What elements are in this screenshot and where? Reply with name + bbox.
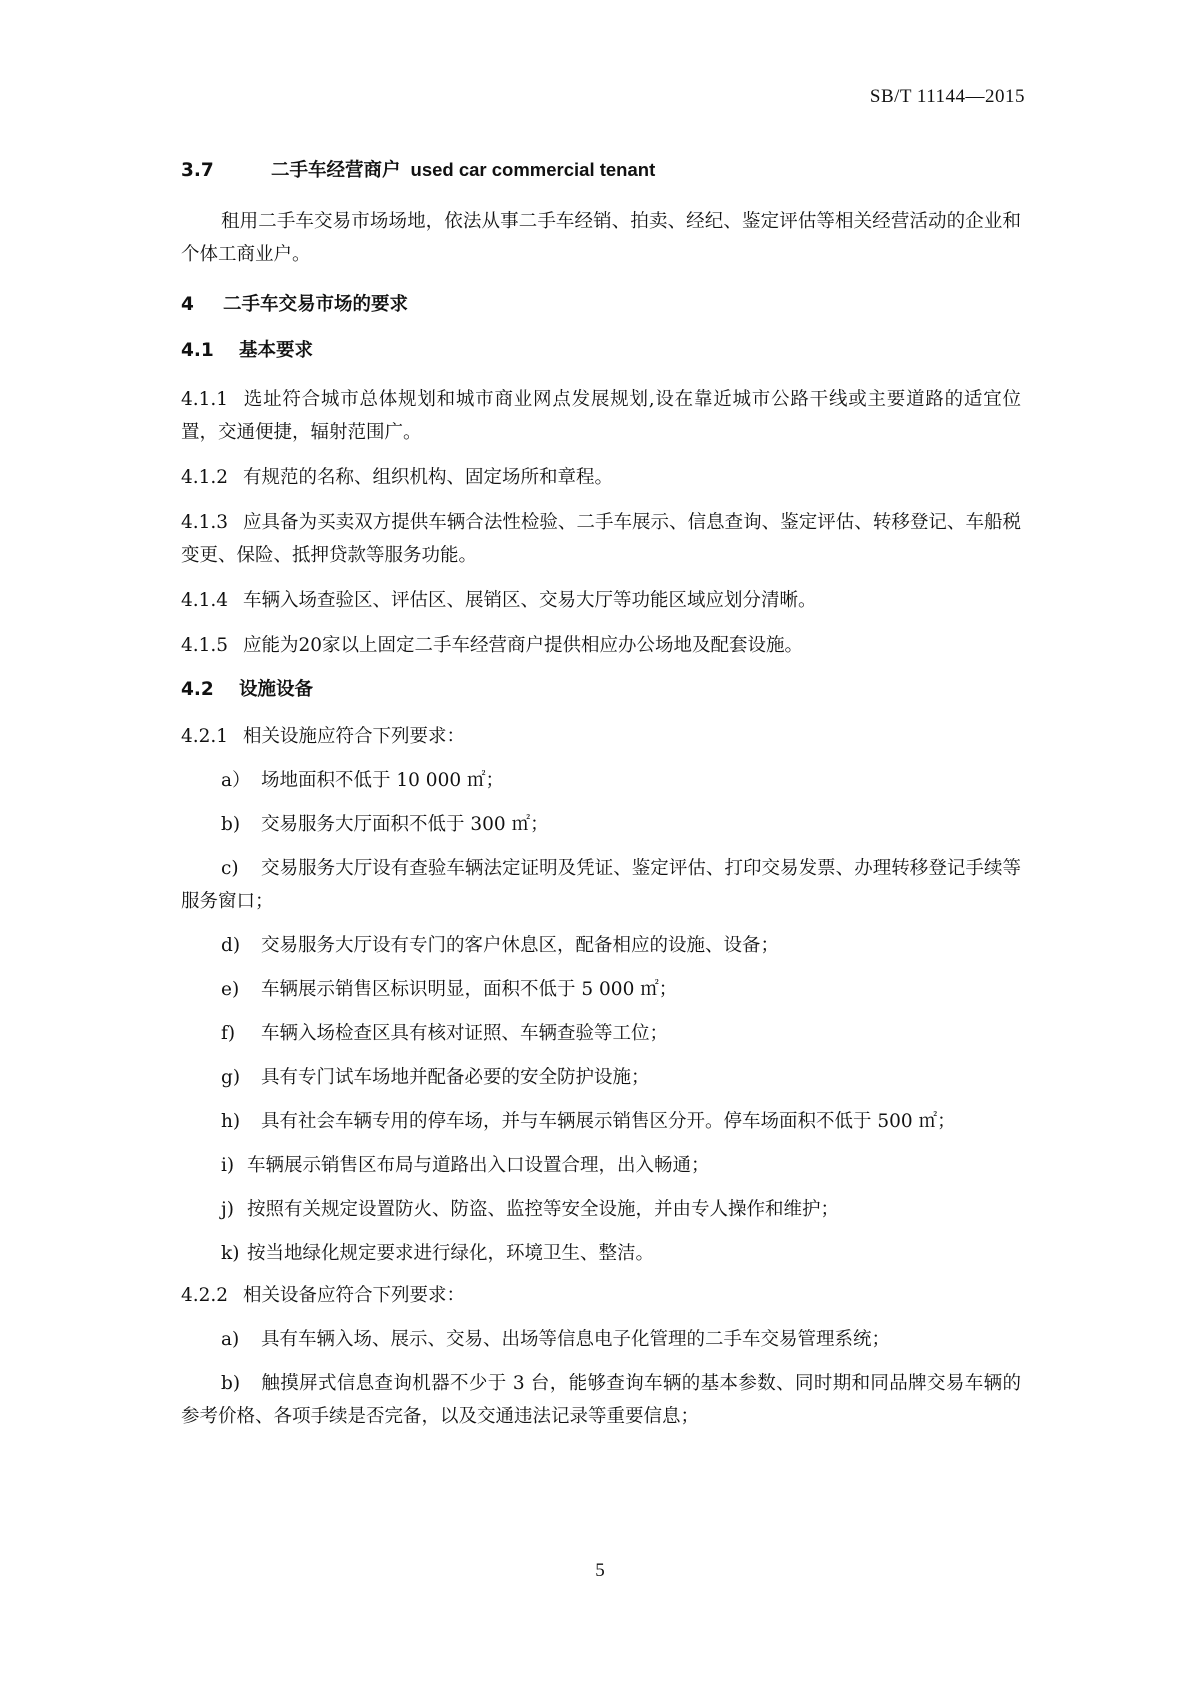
clause-number: 4.2.2	[181, 1285, 229, 1306]
list-item-d	[181, 929, 1021, 962]
list-item-j	[181, 1193, 1021, 1226]
list-text: 具有车辆入场、展示、交易、出场等信息电子化管理的二手车交易管理系统；	[261, 1329, 891, 1350]
list-text: 车辆展示销售区布局与道路出入口设置合理，出入畅通；	[247, 1155, 710, 1176]
list-item-a	[181, 1323, 1021, 1356]
clause-number: 4.2.1	[181, 726, 229, 747]
list-marker: i)	[221, 1155, 235, 1176]
clause-text: 相关设施应符合下列要求：	[243, 726, 466, 747]
list-item-k	[181, 1237, 1021, 1270]
clause-text: 应能为20家以上固定二手车经营商户提供相应办公场地及配套设施。	[243, 635, 804, 656]
clause-number: 4.1.3	[181, 512, 229, 533]
list-marker: f)	[221, 1023, 236, 1044]
list-item-b	[181, 808, 1021, 841]
list-marker: e)	[221, 979, 240, 1000]
list-marker: k)	[221, 1243, 240, 1264]
list-text: 车辆入场检查区具有核对证照、车辆查验等工位；	[261, 1023, 669, 1044]
definition-paragraph: 租用二手车交易市场场地，依法从事二手车经销、拍卖、经纪、鉴定评估等相关经营活动的企业和个体工商业户。	[181, 211, 1021, 265]
list-marker: c)	[221, 858, 239, 879]
section-title: 二手车交易市场的要求	[223, 294, 409, 315]
clause-4-1-4	[181, 584, 1021, 617]
clause-text: 有规范的名称、组织机构、固定场所和章程。	[243, 467, 614, 488]
list-text: 具有专门试车场地并配备必要的安全防护设施；	[261, 1067, 650, 1088]
list-text: 场地面积不低于 10 000 ㎡；	[261, 770, 504, 791]
list-marker: a)	[221, 1329, 240, 1350]
list-marker: a）	[221, 770, 251, 791]
section-heading-4	[181, 291, 1021, 319]
list-item-a	[181, 764, 1021, 797]
section-title: 设施设备	[239, 679, 314, 700]
list-text: 触摸屏式信息查询机器不少于 3 台，能够查询车辆的基本参数、同时期和同品牌交易车辆的参考价格、各项手续是否完备，以及交通违法记录等重要信息；	[181, 1373, 1021, 1427]
list-item-c	[181, 852, 1021, 918]
clause-text: 应具备为买卖双方提供车辆合法性检验、二手车展示、信息查询、鉴定评估、转移登记、车船税变更、保险、抵押贷款等服务功能。	[181, 512, 1021, 566]
list-item-i	[181, 1149, 1021, 1182]
clause-number: 4.1.5	[181, 635, 229, 656]
clause-number: 4.1.2	[181, 467, 229, 488]
section-number: 4.2	[181, 679, 214, 700]
section-heading-4-2	[181, 676, 1021, 704]
list-text: 具有社会车辆专用的停车场，并与车辆展示销售区分开。停车场面积不低于 500 ㎡；	[261, 1111, 956, 1132]
list-item-e	[181, 973, 1021, 1006]
list-text: 交易服务大厅设有查验车辆法定证明及凭证、鉴定评估、打印交易发票、办理转移登记手续等服务窗口；	[181, 858, 1021, 912]
clause-number: 4.1.4	[181, 590, 229, 611]
list-marker: b)	[221, 814, 241, 835]
clause-text: 选址符合城市总体规划和城市商业网点发展规划,设在靠近城市公路干线或主要道路的适宜位置，交通便捷，辐射范围广。	[181, 389, 1021, 443]
list-item-f	[181, 1017, 1021, 1050]
clause-4-2-1	[181, 720, 1021, 753]
list-text: 车辆展示销售区标识明显，面积不低于 5 000 ㎡；	[261, 979, 678, 1000]
page-number: 5	[595, 1560, 605, 1581]
section-number: 4.1	[181, 340, 214, 361]
section-heading-4-1	[181, 337, 1021, 365]
section-title-zh: 二手车经营商户	[271, 160, 401, 181]
list-marker: h)	[221, 1111, 241, 1132]
clause-4-1-5	[181, 629, 1021, 662]
list-item-g	[181, 1061, 1021, 1094]
list-marker: j)	[221, 1199, 234, 1220]
list-text: 按当地绿化规定要求进行绿化，环境卫生、整洁。	[247, 1243, 655, 1264]
list-item-h	[181, 1105, 1021, 1138]
section-title-en: used car commercial tenant	[410, 159, 656, 180]
clause-4-1-1	[181, 383, 1021, 449]
document-code: SB/T 11144—2015	[869, 86, 1025, 107]
list-text: 交易服务大厅设有专门的客户休息区，配备相应的设施、设备；	[261, 935, 780, 956]
clause-4-1-3	[181, 506, 1021, 572]
section-heading-3-7	[181, 156, 1021, 185]
clause-4-1-2	[181, 461, 1021, 494]
list-marker: b)	[221, 1373, 241, 1394]
document-body	[181, 156, 1021, 1433]
clause-text: 相关设备应符合下列要求：	[243, 1285, 466, 1306]
clause-number: 4.1.1	[181, 389, 229, 410]
list-text: 交易服务大厅面积不低于 300 ㎡；	[261, 814, 549, 835]
list-marker: g)	[221, 1067, 241, 1088]
section-title: 基本要求	[239, 340, 314, 361]
list-marker: d)	[221, 935, 241, 956]
list-item-b	[181, 1367, 1021, 1433]
clause-4-2-2	[181, 1279, 1021, 1312]
section-number: 3.7	[181, 160, 214, 181]
list-text: 按照有关规定设置防火、防盗、监控等安全设施，并由专人操作和维护；	[247, 1199, 840, 1220]
clause-text: 车辆入场查验区、评估区、展销区、交易大厅等功能区域应划分清晰。	[243, 590, 817, 611]
section-number: 4	[181, 294, 194, 315]
